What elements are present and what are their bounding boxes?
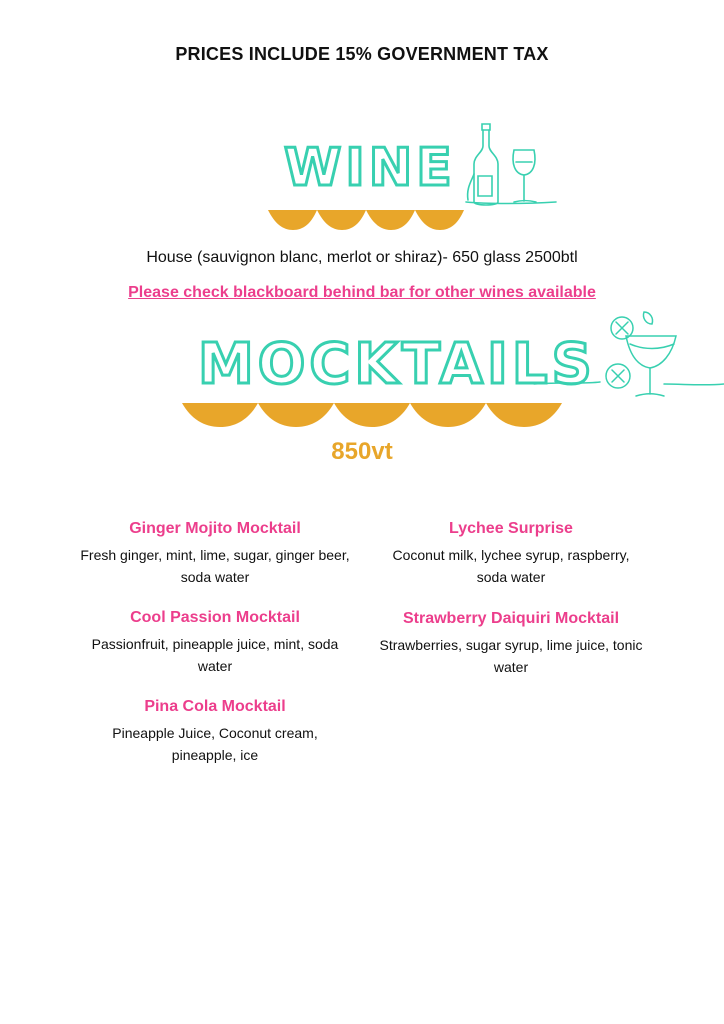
item-description: Passionfruit, pineapple juice, mint, soda water <box>91 636 339 674</box>
wine-heading: WINE <box>284 138 456 198</box>
blackboard-note: Please check blackboard behind bar for other wines available <box>128 284 596 301</box>
mocktails-divider-scallops <box>182 403 562 427</box>
menu-item <box>376 520 646 588</box>
menu-item <box>80 609 350 677</box>
cocktail-glass-icon <box>534 306 724 402</box>
item-description: Coconut milk, lychee syrup, raspberry, soda water <box>392 547 630 585</box>
item-description: Fresh ginger, mint, lime, sugar, ginger beer, soda water <box>80 547 350 585</box>
item-name: Ginger Mojito Mocktail <box>129 520 301 537</box>
item-description: Strawberries, sugar syrup, lime juice, tonic water <box>379 637 643 675</box>
item-name: Strawberry Daiquiri Mocktail <box>402 610 620 627</box>
wine-bottle-glass-icon <box>458 118 558 213</box>
wine-divider-scallops <box>268 210 464 230</box>
item-description: Pineapple Juice, Coconut cream, pineapple, ice <box>112 725 318 763</box>
tax-notice: PRICES INCLUDE 15% GOVERNMENT TAX <box>175 44 549 64</box>
item-name: Cool Passion Mocktail <box>130 609 300 626</box>
menu-item <box>376 610 646 678</box>
item-name: Pina Cola Mocktail <box>144 698 286 715</box>
house-wine-line: House (sauvignon blanc, merlot or shiraz)- 650 glass 2500btl <box>146 249 578 266</box>
mocktails-heading: MOCKTAILS <box>198 332 596 397</box>
menu-item <box>80 698 350 766</box>
item-name: Lychee Surprise <box>449 520 573 537</box>
menu-item <box>80 520 350 588</box>
mocktail-price: 850vt <box>331 438 393 465</box>
